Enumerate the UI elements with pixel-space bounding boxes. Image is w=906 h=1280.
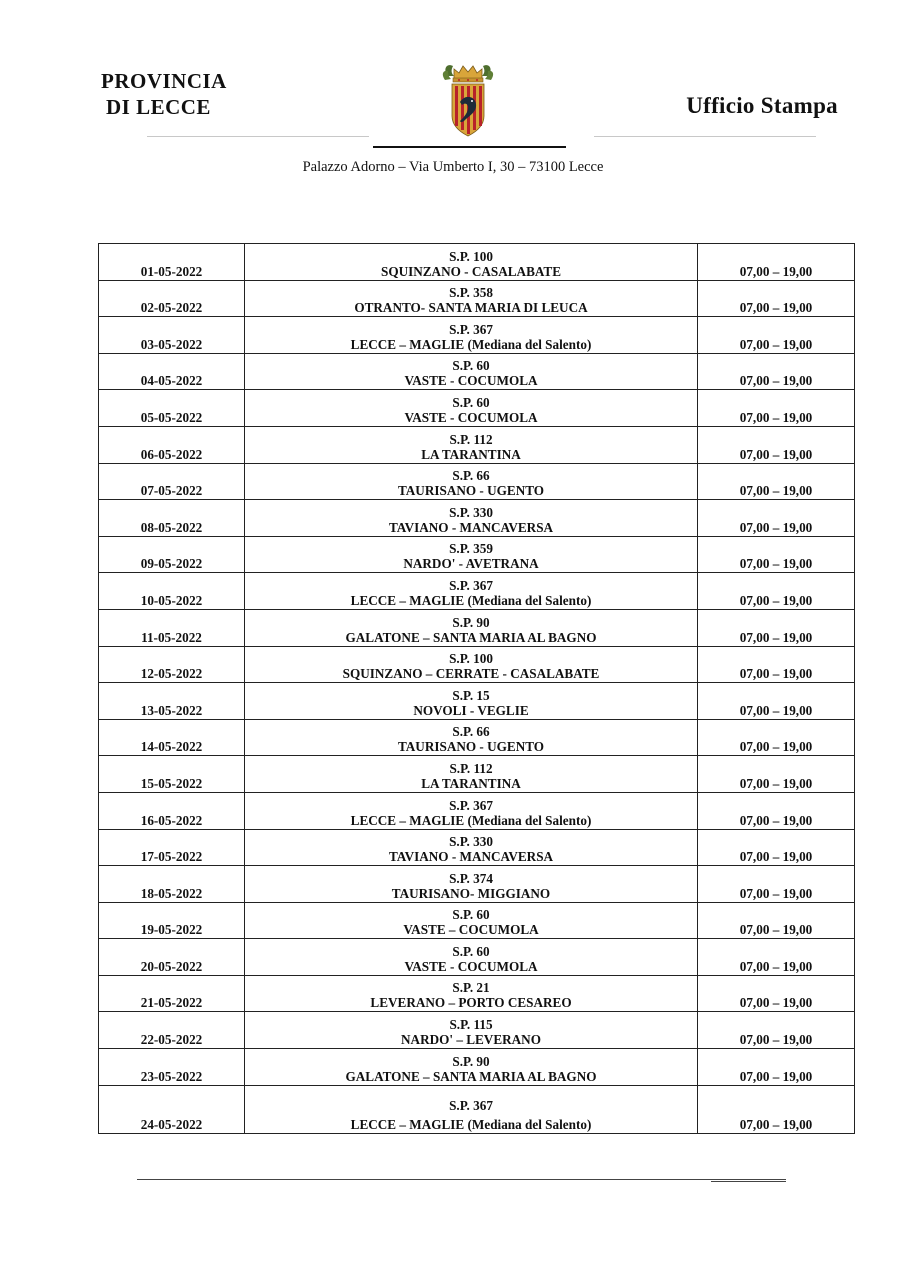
road-code: S.P. 66 <box>452 468 490 484</box>
road-route: TAURISANO - UGENTO <box>397 483 545 499</box>
road-route: NARDO' – LEVERANO <box>401 1032 541 1048</box>
road-route: LECCE – MAGLIE (Mediana del Salento) <box>350 592 592 608</box>
table-row <box>99 463 855 500</box>
road-cell <box>245 390 698 427</box>
road-route: SQUINZANO – CERRATE - CASALABATE <box>342 666 600 682</box>
road-code: S.P. 115 <box>449 1017 493 1033</box>
date-cell: 01-05-2022 <box>99 244 245 281</box>
table-row <box>99 573 855 610</box>
hours-cell: 07,00 – 19,00 <box>698 280 855 317</box>
road-cell <box>245 1049 698 1086</box>
date-cell: 12-05-2022 <box>99 646 245 683</box>
table-row <box>99 646 855 683</box>
road-route: SQUINZANO - CASALABATE <box>380 263 561 279</box>
road-route: LA TARANTINA <box>421 775 521 791</box>
road-route: VASTE – COCUMOLA <box>403 922 539 938</box>
date-cell: 04-05-2022 <box>99 353 245 390</box>
road-code: S.P. 330 <box>449 504 493 520</box>
road-code: S.P. 112 <box>449 431 493 447</box>
road-cell <box>245 573 698 610</box>
hours-cell: 07,00 – 19,00 <box>698 683 855 720</box>
road-code: S.P. 367 <box>449 321 493 337</box>
hours-cell: 07,00 – 19,00 <box>698 463 855 500</box>
road-route: TAURISANO- MIGGIANO <box>391 885 551 901</box>
road-code: S.P. 90 <box>452 1053 490 1069</box>
date-cell: 02-05-2022 <box>99 280 245 317</box>
table-row <box>99 390 855 427</box>
date-cell: 08-05-2022 <box>99 500 245 537</box>
road-cell <box>245 500 698 537</box>
date-cell: 16-05-2022 <box>99 792 245 829</box>
road-cell <box>245 719 698 756</box>
province-name <box>101 68 227 120</box>
table-row <box>99 1049 855 1086</box>
hours-cell: 07,00 – 19,00 <box>698 719 855 756</box>
road-cell <box>245 609 698 646</box>
schedule-table-body <box>99 244 855 1134</box>
hours-cell: 07,00 – 19,00 <box>698 902 855 939</box>
road-cell <box>245 866 698 903</box>
table-row <box>99 683 855 720</box>
table-row <box>99 866 855 903</box>
date-cell: 06-05-2022 <box>99 426 245 463</box>
road-route: NARDO' - AVETRANA <box>403 556 539 572</box>
road-code: S.P. 374 <box>449 870 493 886</box>
table-row <box>99 500 855 537</box>
table-row <box>99 939 855 976</box>
table-row <box>99 280 855 317</box>
road-code: S.P. 15 <box>452 687 490 703</box>
road-cell <box>245 792 698 829</box>
road-route: OTRANTO- SANTA MARIA DI LEUCA <box>354 300 588 316</box>
road-route: TAVIANO - MANCAVERSA <box>388 849 554 865</box>
road-route: NOVOLI - VEGLIE <box>413 702 529 718</box>
road-cell <box>245 244 698 281</box>
date-cell: 18-05-2022 <box>99 866 245 903</box>
road-code: S.P. 112 <box>449 760 493 776</box>
hours-cell: 07,00 – 19,00 <box>698 756 855 793</box>
hours-cell: 07,00 – 19,00 <box>698 244 855 281</box>
province-coat-of-arms-icon <box>441 60 495 138</box>
date-cell: 10-05-2022 <box>99 573 245 610</box>
footer-divider-tail <box>711 1181 786 1182</box>
road-route: VASTE - COCUMOLA <box>404 373 538 389</box>
road-code: S.P. 90 <box>452 614 490 630</box>
hours-cell: 07,00 – 19,00 <box>698 829 855 866</box>
office-address: Palazzo Adorno – Via Umberto I, 30 – 73100 Lecce <box>302 159 604 175</box>
road-closure-schedule-table <box>98 243 855 1134</box>
road-route: VASTE - COCUMOLA <box>404 409 538 425</box>
road-code: S.P. 100 <box>449 248 493 264</box>
table-row <box>99 1012 855 1049</box>
road-cell <box>245 536 698 573</box>
table-row <box>99 792 855 829</box>
hours-cell: 07,00 – 19,00 <box>698 1012 855 1049</box>
road-cell <box>245 756 698 793</box>
road-code: S.P. 358 <box>449 285 493 301</box>
hours-cell: 07,00 – 19,00 <box>698 792 855 829</box>
road-cell <box>245 353 698 390</box>
header-divider-left <box>147 136 369 137</box>
road-route: GALATONE – SANTA MARIA AL BAGNO <box>345 1068 597 1084</box>
date-cell: 05-05-2022 <box>99 390 245 427</box>
hours-cell: 07,00 – 19,00 <box>698 390 855 427</box>
road-route: TAURISANO - UGENTO <box>397 739 545 755</box>
road-code: S.P. 60 <box>452 907 490 923</box>
date-cell: 15-05-2022 <box>99 756 245 793</box>
road-cell <box>245 829 698 866</box>
road-cell <box>245 280 698 317</box>
date-cell: 22-05-2022 <box>99 1012 245 1049</box>
hours-cell: 07,00 – 19,00 <box>698 536 855 573</box>
header-divider-right <box>594 136 816 137</box>
road-cell <box>245 902 698 939</box>
road-cell <box>245 683 698 720</box>
table-row <box>99 975 855 1012</box>
road-code: S.P. 359 <box>449 541 493 557</box>
date-cell: 20-05-2022 <box>99 939 245 976</box>
date-cell: 21-05-2022 <box>99 975 245 1012</box>
province-name-line2: DI LECCE <box>106 95 211 119</box>
road-code: S.P. 367 <box>449 797 493 813</box>
road-code: S.P. 330 <box>449 834 493 850</box>
hours-cell: 07,00 – 19,00 <box>698 646 855 683</box>
road-cell <box>245 975 698 1012</box>
date-cell: 24-05-2022 <box>99 1085 245 1133</box>
table-row <box>99 317 855 354</box>
footer-divider <box>137 1179 786 1180</box>
road-code: S.P. 100 <box>449 651 493 667</box>
date-cell: 14-05-2022 <box>99 719 245 756</box>
date-cell: 23-05-2022 <box>99 1049 245 1086</box>
road-cell <box>245 1085 698 1133</box>
table-row <box>99 902 855 939</box>
road-code: S.P. 21 <box>452 980 490 996</box>
hours-cell: 07,00 – 19,00 <box>698 353 855 390</box>
table-row <box>99 829 855 866</box>
date-cell: 19-05-2022 <box>99 902 245 939</box>
road-code: S.P. 367 <box>449 1097 493 1113</box>
hours-cell: 07,00 – 19,00 <box>698 317 855 354</box>
hours-cell: 07,00 – 19,00 <box>698 573 855 610</box>
press-office-label: Ufficio Stampa <box>686 93 838 118</box>
province-name-line1: PROVINCIA <box>101 69 227 93</box>
road-cell <box>245 463 698 500</box>
table-row <box>99 719 855 756</box>
date-cell: 11-05-2022 <box>99 609 245 646</box>
hours-cell: 07,00 – 19,00 <box>698 975 855 1012</box>
road-cell <box>245 1012 698 1049</box>
table-row <box>99 756 855 793</box>
road-route: TAVIANO - MANCAVERSA <box>388 519 554 535</box>
header-divider-center <box>373 146 566 148</box>
table-row <box>99 426 855 463</box>
hours-cell: 07,00 – 19,00 <box>698 1049 855 1086</box>
road-cell <box>245 426 698 463</box>
table-row <box>99 536 855 573</box>
hours-cell: 07,00 – 19,00 <box>698 500 855 537</box>
hours-cell: 07,00 – 19,00 <box>698 426 855 463</box>
date-cell: 13-05-2022 <box>99 683 245 720</box>
table-row <box>99 244 855 281</box>
road-code: S.P. 60 <box>452 358 490 374</box>
road-route: LECCE – MAGLIE (Mediana del Salento) <box>350 336 592 352</box>
road-route: VASTE - COCUMOLA <box>404 958 538 974</box>
table-row <box>99 353 855 390</box>
road-code: S.P. 367 <box>449 577 493 593</box>
table-row <box>99 609 855 646</box>
road-route: LECCE – MAGLIE (Mediana del Salento) <box>350 1116 592 1132</box>
road-cell <box>245 646 698 683</box>
road-code: S.P. 60 <box>452 394 490 410</box>
road-route: LEVERANO – PORTO CESAREO <box>370 995 572 1011</box>
date-cell: 17-05-2022 <box>99 829 245 866</box>
road-cell <box>245 939 698 976</box>
road-route: LA TARANTINA <box>421 446 521 462</box>
hours-cell: 07,00 – 19,00 <box>698 939 855 976</box>
road-code: S.P. 60 <box>452 943 490 959</box>
date-cell: 03-05-2022 <box>99 317 245 354</box>
date-cell: 09-05-2022 <box>99 536 245 573</box>
road-route: GALATONE – SANTA MARIA AL BAGNO <box>345 629 597 645</box>
hours-cell: 07,00 – 19,00 <box>698 866 855 903</box>
hours-cell: 07,00 – 19,00 <box>698 1085 855 1133</box>
road-cell <box>245 317 698 354</box>
date-cell: 07-05-2022 <box>99 463 245 500</box>
road-route: LECCE – MAGLIE (Mediana del Salento) <box>350 812 592 828</box>
road-code: S.P. 66 <box>452 724 490 740</box>
table-row <box>99 1085 855 1133</box>
hours-cell: 07,00 – 19,00 <box>698 609 855 646</box>
